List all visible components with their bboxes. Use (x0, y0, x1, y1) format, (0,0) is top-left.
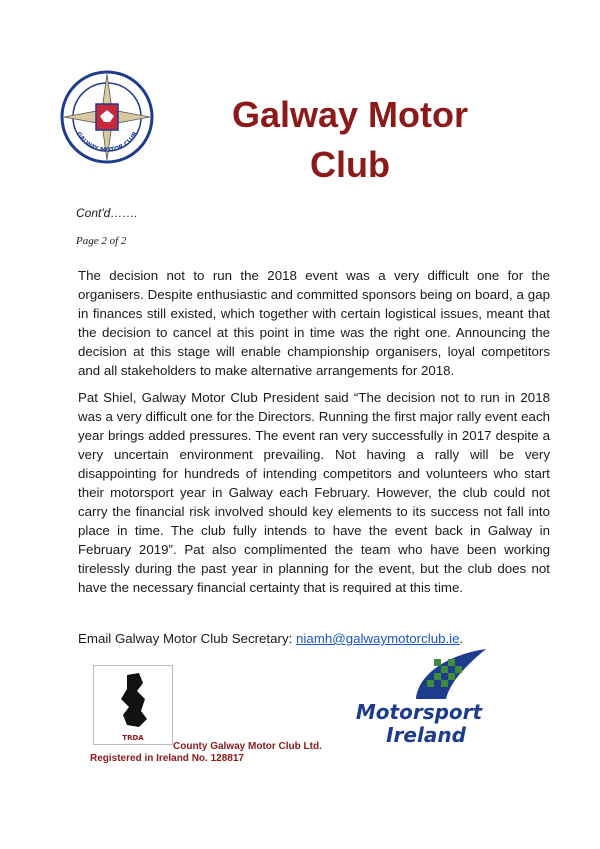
msi-line-1: Motorsport (355, 700, 483, 724)
page-number: Page 2 of 2 (76, 235, 127, 247)
motorsport-ireland-logo (346, 645, 492, 750)
title-line-1: Galway Motor (231, 94, 469, 135)
paragraph-1: The decision not to run the 2018 event was a very difficult one for the organisers. Despite enthusiastic and committed sponsors being on board, a gap in finances still existed, which together with certain logistical issues, meant that the decision to cancel at this point in time was the right one. Announcing the decision at this stage will enable championship organisers, loyal competitors and all stakeholders to make alternative arrangements for 2018. (78, 268, 550, 378)
email-link[interactable]: niamh@galwaymotorclub.ie (296, 631, 460, 646)
email-prefix: Email Galway Motor Club Secretary: (78, 631, 296, 646)
footer-registration: Registered in Ireland No. 128817 (90, 753, 244, 764)
crest-text: GALWAY MOTOR CLUB (74, 130, 140, 154)
trda-logo (93, 665, 173, 745)
body-text (78, 266, 550, 605)
trda-label: TRDA (122, 734, 144, 742)
title-line-2: Club (310, 144, 390, 185)
continued-label: Cont'd……. (76, 206, 138, 220)
paragraph-2: Pat Shiel, Galway Motor Club President said “The decision not to run in 2018 was a very difficult one for the Directors. Running the first major rally event each year brings added pressures. The event ran very successfully in 2017 despite a very uncertain environment prevailing. Not having a rally will be very disappointing for hundreds of intending competitors and volunteers who start their motorsport year in Galway each February. However, the club could not carry the financial risk involved should key elements to its success not fall into place in time. The club fully intends to have the event back in Galway in February 2019”. Pat also complimented the team who have been working tirelessly during the past year in planning for the event, but the club does not have the necessary financial certainty that is required at this time. (78, 390, 550, 595)
club-crest-logo (60, 70, 154, 164)
email-suffix: . (459, 631, 464, 646)
page-title (180, 90, 520, 190)
msi-line-2: Ireland (386, 723, 466, 747)
footer-company-name: County Galway Motor Club Ltd. (173, 741, 322, 752)
